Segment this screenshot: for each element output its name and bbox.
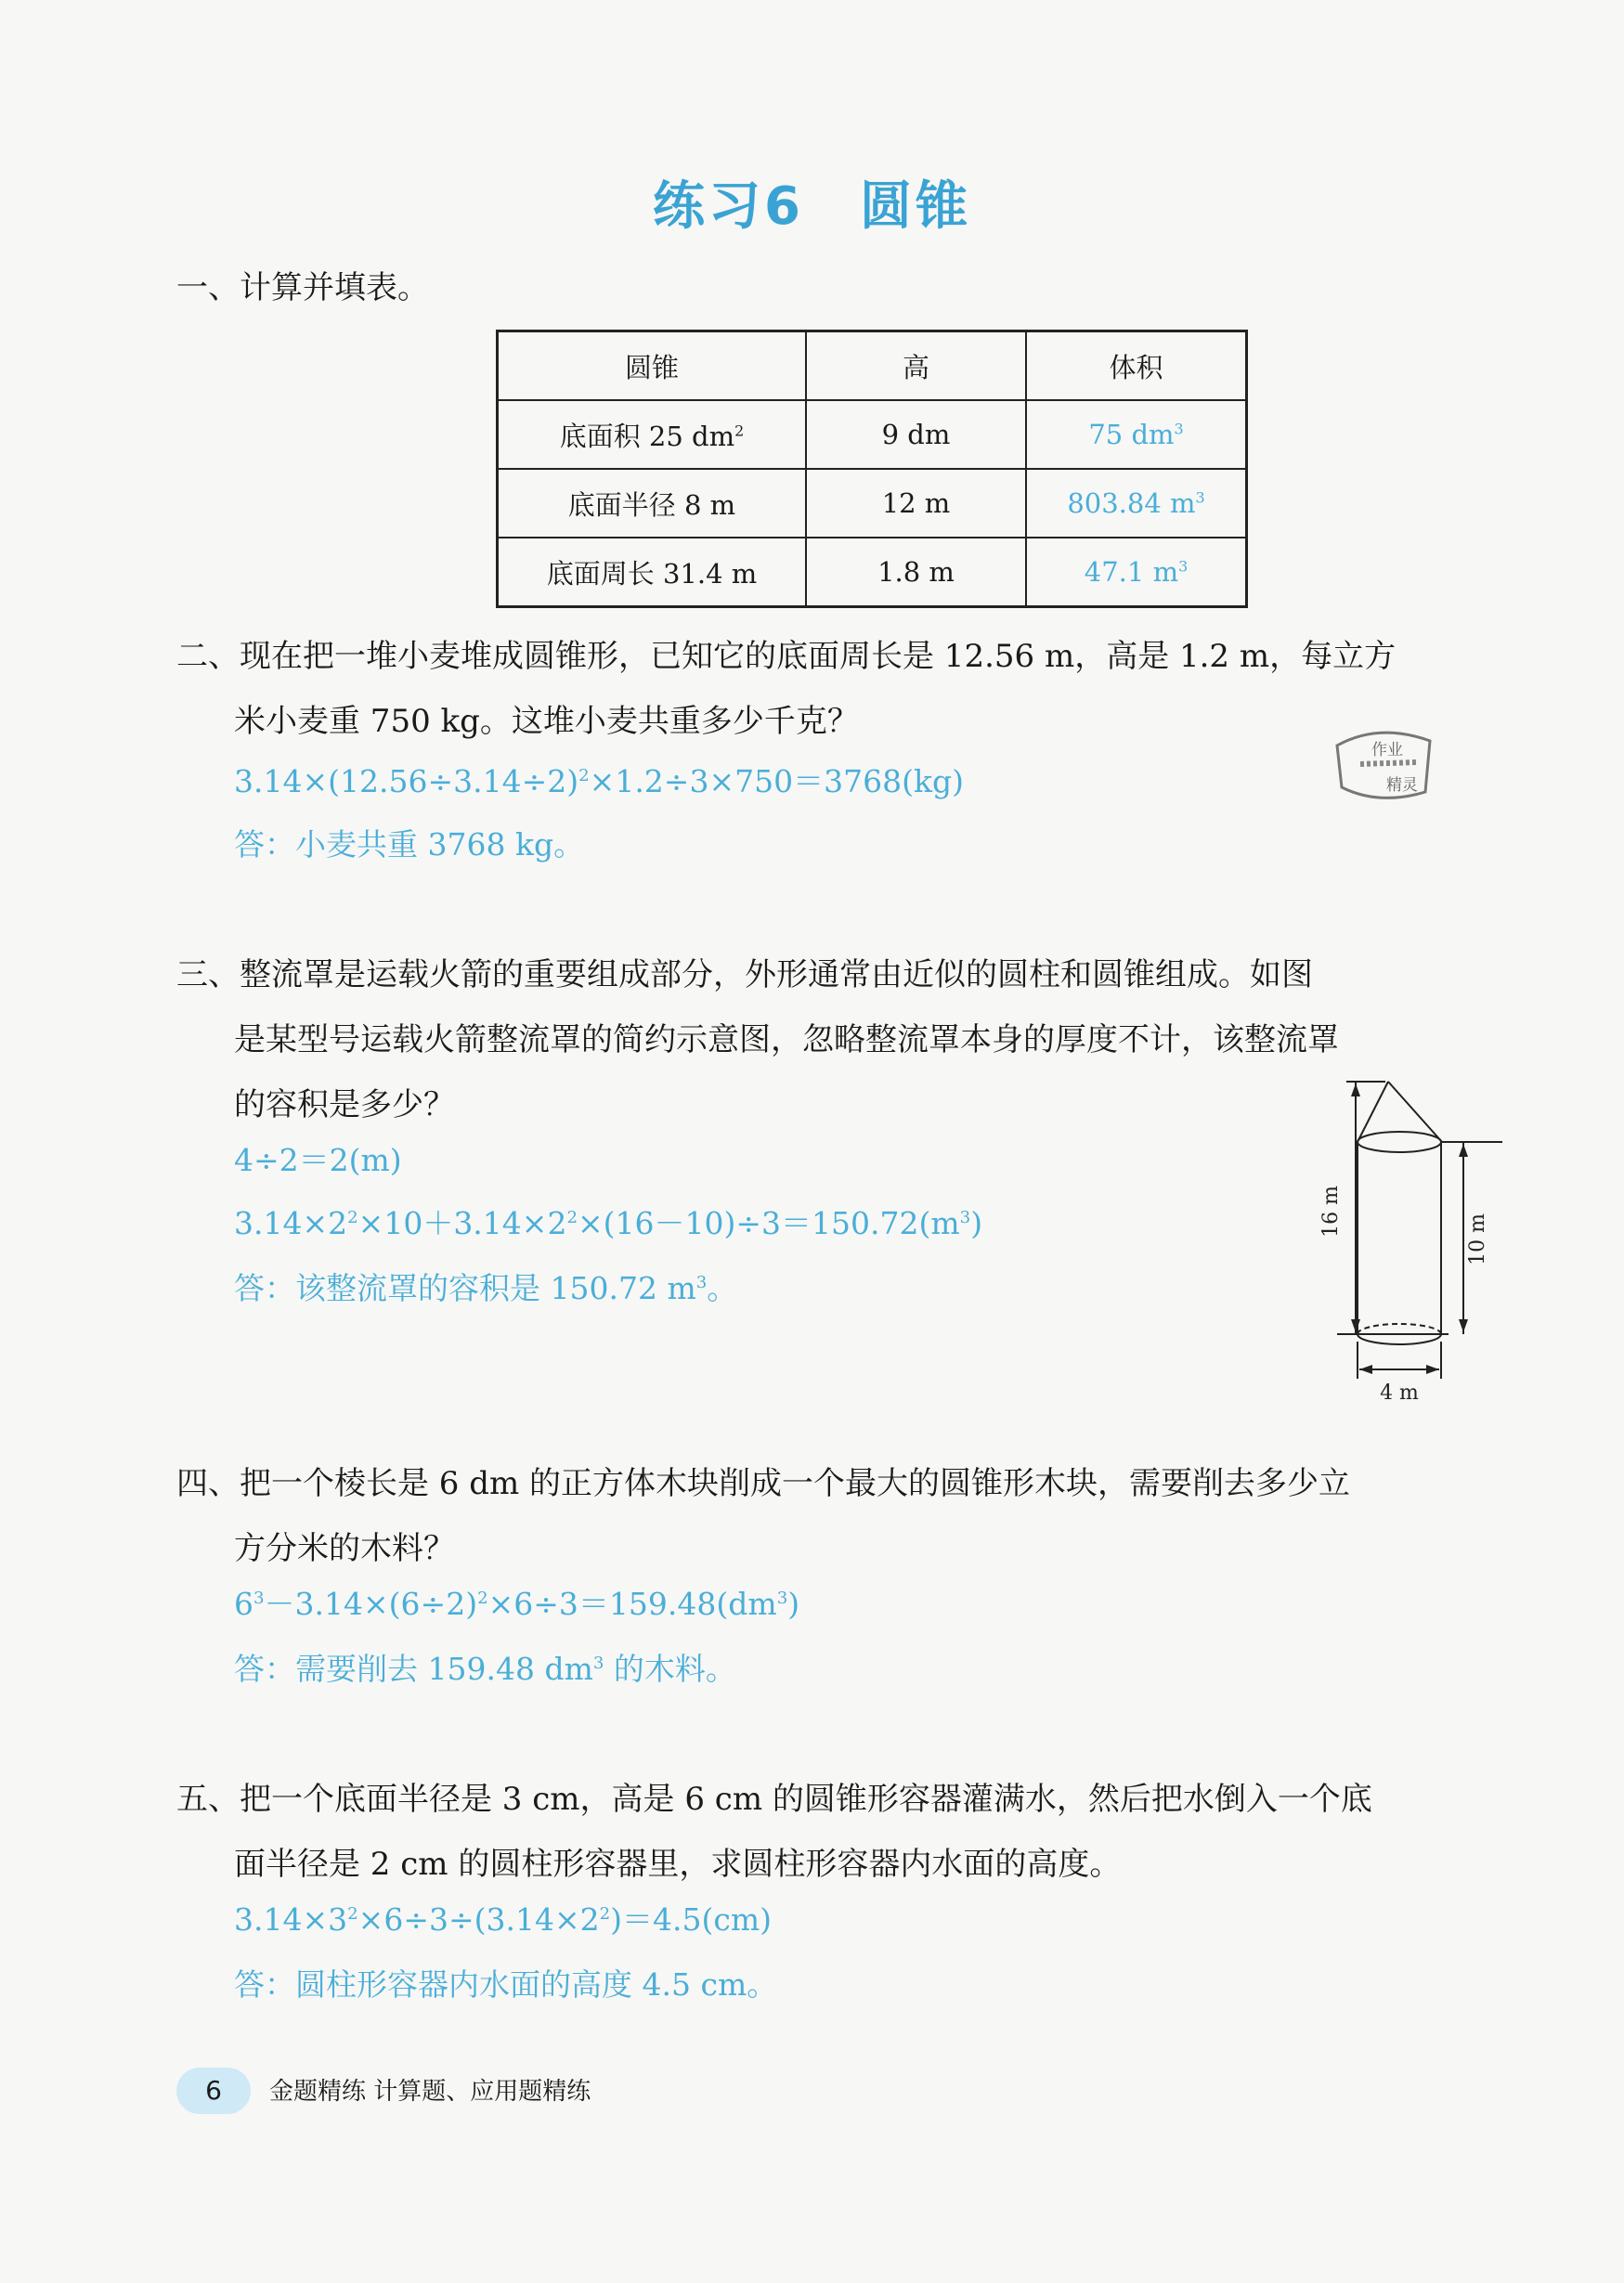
cell-volume: 803.84 $m^3$: [1026, 469, 1247, 538]
section-2-answer-text: 答：小麦共重 3768 kg。: [234, 826, 585, 863]
cell-volume: 47.1 $m^3$: [1026, 538, 1247, 607]
cone-table: [496, 330, 1248, 608]
section-4-answer-2: 答：需要削去 159.48 $dm^3$ 的木料。: [234, 1651, 736, 1687]
cell-cone: 底面半径 8 m: [498, 469, 807, 538]
section-2-answer-formula: $3.14\times(12.56\div 3.14\div 2)^2\times 1.2\div 3\times 750=3768(kg)$: [234, 763, 964, 799]
table-row: [498, 538, 1247, 607]
header-volume: 体积: [1026, 331, 1247, 401]
fairing-diagram: [1300, 1072, 1523, 1407]
page-number: 6: [176, 2068, 251, 2114]
section-3-answer-2: $3.14\times 2^2\times 10+3.14\times 2^2\times(16-10)\div 3=150.72(m^3)$: [234, 1205, 983, 1241]
section-5-line-1: 五、把一个底面半径是 3 cm，高是 6 cm 的圆锥形容器灌满水，然后把水倒入一个底: [176, 1781, 1372, 1818]
cell-height: 12 m: [806, 469, 1026, 538]
cell-volume: 75 $dm^3$: [1026, 400, 1247, 469]
section-5-answer-2: 答：圆柱形容器内水面的高度 4.5 cm。: [234, 1966, 778, 2003]
section-3-line-1: 三、整流罩是运载火箭的重要组成部分，外形通常由近似的圆柱和圆锥组成。如图: [176, 956, 1313, 993]
cell-cone: 底面周长 31.4 m: [498, 538, 807, 607]
stamp-logo: [1323, 718, 1444, 811]
section-2-line-1: 二、现在把一堆小麦堆成圆锥形，已知它的底面周长是 12.56 m，高是 1.2 m，每立方: [176, 638, 1397, 675]
header-height: 高: [806, 331, 1026, 401]
section-3-line-3: 的容积是多少？: [234, 1086, 455, 1123]
cell-height: 9 dm: [806, 400, 1026, 469]
section-3-answer-1: 4÷2＝2(m): [234, 1142, 402, 1178]
section-4-answer-1: $6^3-3.14\times(6\div 2)^2\times 6\div 3=159.48(dm^3)$: [234, 1586, 800, 1622]
section-4-line-2: 方分米的木料？: [234, 1530, 455, 1567]
table-row: [498, 400, 1247, 469]
section-5-line-2: 面半径是 2 cm 的圆柱形容器里，求圆柱形容器内水面的高度。: [234, 1846, 1122, 1883]
footer-text: 金题精练 计算题、应用题精练: [269, 2078, 591, 2106]
section-3-line-2: 是某型号运载火箭整流罩的简约示意图，忽略整流罩本身的厚度不计，该整流罩: [234, 1021, 1339, 1058]
label-4m: 4 m: [1380, 1381, 1419, 1405]
page-title: 练习6 圆锥: [653, 176, 971, 237]
cell-cone: 底面积 25 $dm^2$: [498, 400, 807, 469]
section-5-answer-1: $3.14\times 3^2\times 6\div 3\div(3.14\times 2^2)=4.5(cm)$: [234, 1901, 773, 1938]
table-row: [498, 469, 1247, 538]
label-16m: 16 m: [1319, 1186, 1343, 1238]
section-3-answer-3: 答：该整流罩的容积是 150.72 $m^3$。: [234, 1270, 738, 1306]
cell-height: 1.8 m: [806, 538, 1026, 607]
svg-text:作业: 作业: [1371, 741, 1403, 759]
svg-text:精灵: 精灵: [1386, 776, 1418, 795]
section-2-line-2: 米小麦重 750 kg。这堆小麦共重多少千克？: [234, 703, 859, 740]
header-cone: 圆锥: [498, 331, 807, 401]
section-4-line-1: 四、把一个棱长是 6 dm 的正方体木块削成一个最大的圆锥形木块，需要削去多少立: [176, 1465, 1351, 1502]
label-10m: 10 m: [1466, 1213, 1489, 1265]
table-header-row: [498, 331, 1247, 401]
section-1-heading: 一、计算并填表。: [176, 269, 429, 306]
